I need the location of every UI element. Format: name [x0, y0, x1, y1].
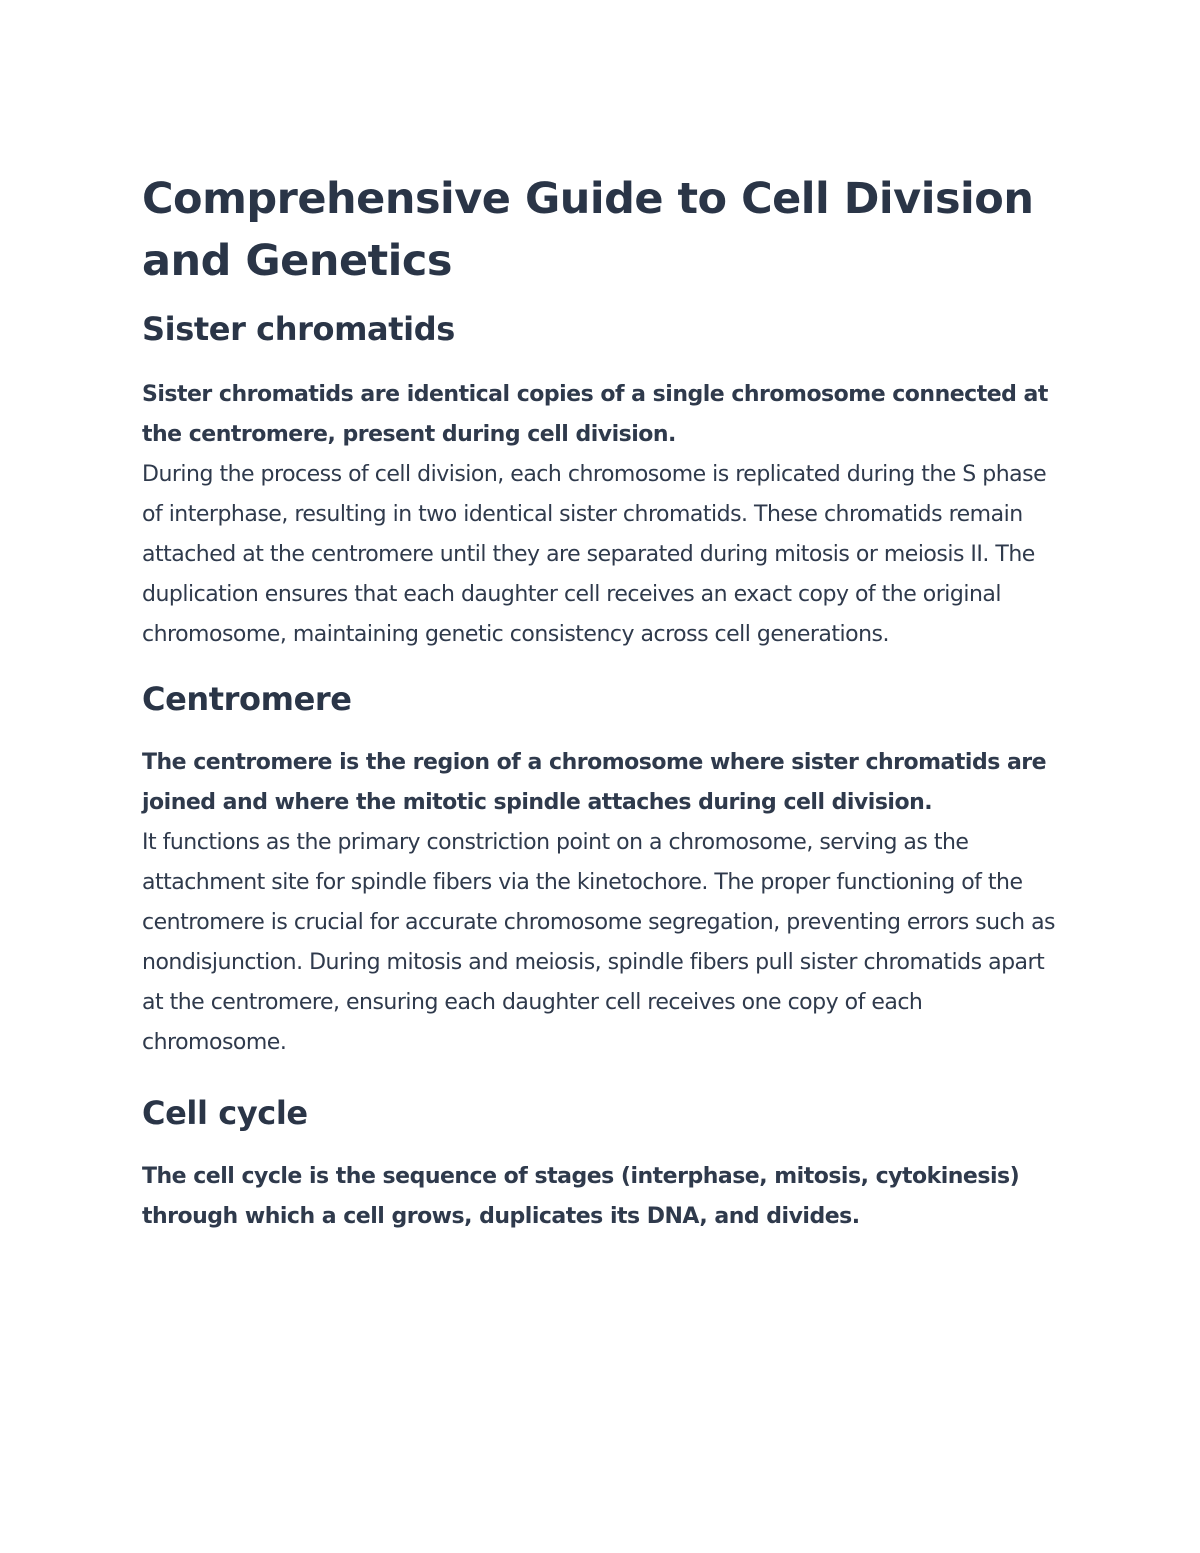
document-page	[142, 168, 1062, 1237]
section-heading: Sister chromatids	[142, 310, 455, 348]
section-sister-chromatids	[142, 307, 1062, 655]
section-definition: The centromere is the region of a chromosome where sister chromatids are joined and where the mitotic spindle attaches during cell division.	[142, 750, 1047, 815]
section-cell-cycle	[142, 1091, 1062, 1237]
section-definition: Sister chromatids are identical copies of a single chromosome connected at the centromere, present during cell division.	[142, 382, 1048, 447]
section-body: During the process of cell division, each chromosome is replicated during the S phase of interphase, resulting in two identical sister chromatids. These chromatids remain attached at the centromere until they are separated during mitosis or meiosis II. The duplication ensures that each daughter cell receives an exact copy of the original chromosome, maintaining genetic consistency across cell generations.	[142, 462, 1047, 647]
section-body: It functions as the primary constriction point on a chromosome, serving as the attachment site for spindle fibers via the kinetochore. The proper functioning of the centromere is crucial for accurate chromosome segregation, preventing errors such as nondisjunction. During mitosis and meiosis, spindle fibers pull sister chromatids apart at the centromere, ensuring each daughter cell receives one copy of each chromosome.	[142, 830, 1056, 1055]
section-definition: The cell cycle is the sequence of stages (interphase, mitosis, cytokinesis) through which a cell grows, duplicates its DNA, and divides.	[142, 1164, 1020, 1229]
section-heading: Cell cycle	[142, 1094, 308, 1132]
document-title: Comprehensive Guide to Cell Division and Genetics	[142, 174, 1034, 286]
section-centromere	[142, 677, 1062, 1063]
section-heading: Centromere	[142, 680, 352, 718]
